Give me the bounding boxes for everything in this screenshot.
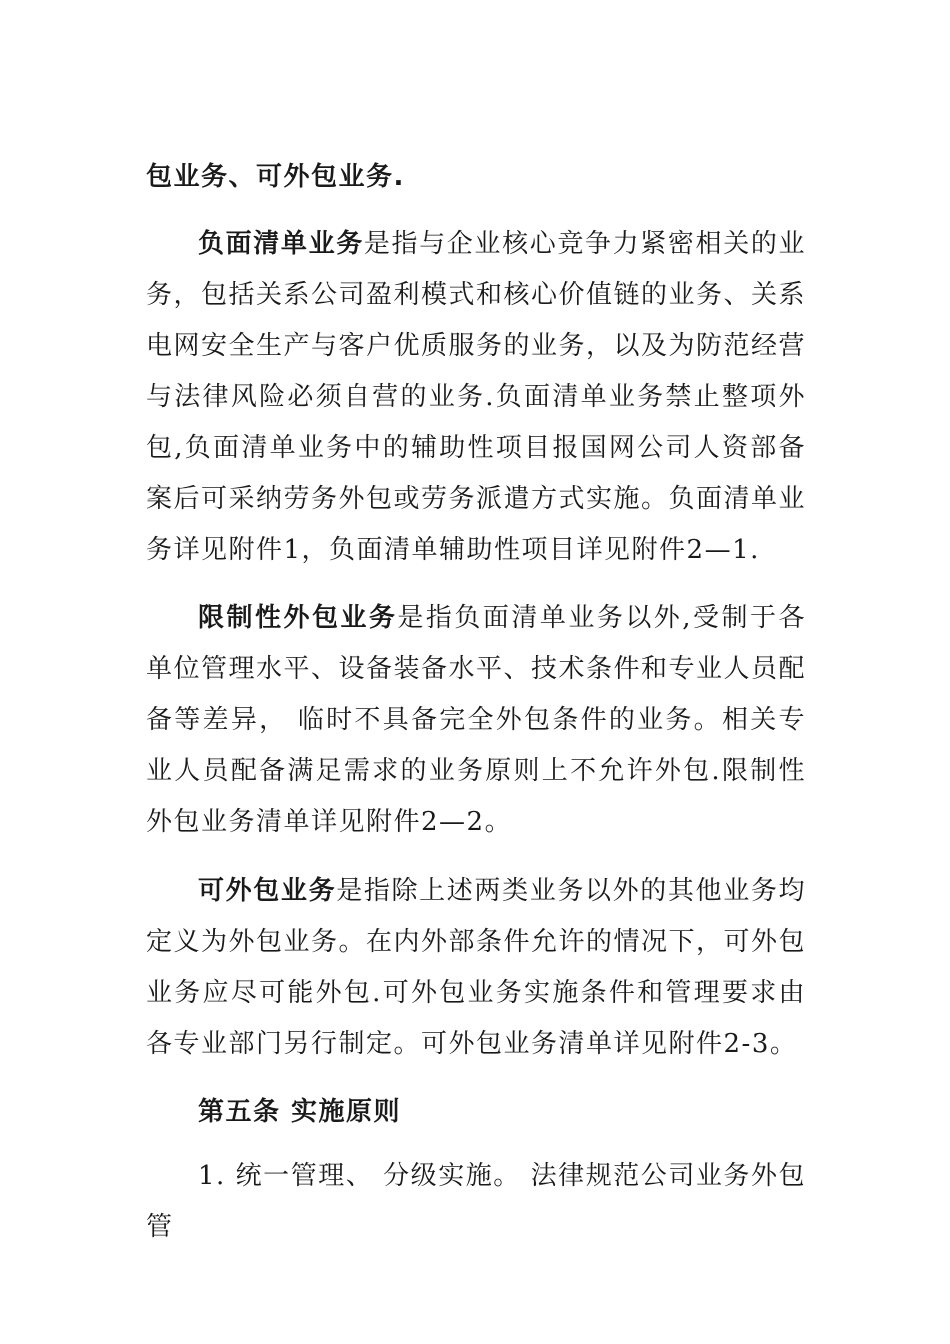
negative-list-term: 负面清单业务 (198, 229, 364, 259)
outsourceable-text: 是指除上述两类业务以外的其他业务均定义为外包业务。在内外部条件允许的情况下，可外包业务应尽可能外包.可外包业务实施条件和管理要求由各专业部门另行制定。可外包业务清单详见附件2-3。 (146, 876, 807, 1059)
principle-item-1: 1. 统一管理、 分级实施。 法律规范公司业务外包管 (146, 1161, 806, 1242)
outsourceable-paragraph (146, 866, 806, 1070)
negative-list-paragraph (146, 219, 806, 576)
restricted-outsourcing-term: 限制性外包业务 (198, 603, 398, 633)
outsourceable-term: 可外包业务 (198, 876, 337, 906)
intro-line: 包业务、可外包业务. (146, 162, 405, 192)
restricted-outsourcing-paragraph (146, 593, 806, 848)
article-5-heading: 第五条 实施原则 (198, 1097, 402, 1127)
restricted-outsourcing-text: 是指负面清单业务以外,受制于各单位管理水平、设备装备水平、技术条件和专业人员配备等差异， 临时不具备完全外包条件的业务。相关专业人员配备满足需求的业务原则上不允许外包.限制性外包业务清单详见附件2—2。 (146, 603, 807, 837)
negative-list-text: 是指与企业核心竞争力紧密相关的业务，包括关系公司盈利模式和核心价值链的业务、关系电网安全生产与客户优质服务的业务，以及为防范经营与法律风险必须自营的业务.负面清单业务禁止整项外包,负面清单业务中的辅助性项目报国网公司人资部备案后可采纳劳务外包或劳务派遣方式实施。负面清单业务详见附件1，负面清单辅助性项目详见附件2—1. (146, 229, 807, 565)
